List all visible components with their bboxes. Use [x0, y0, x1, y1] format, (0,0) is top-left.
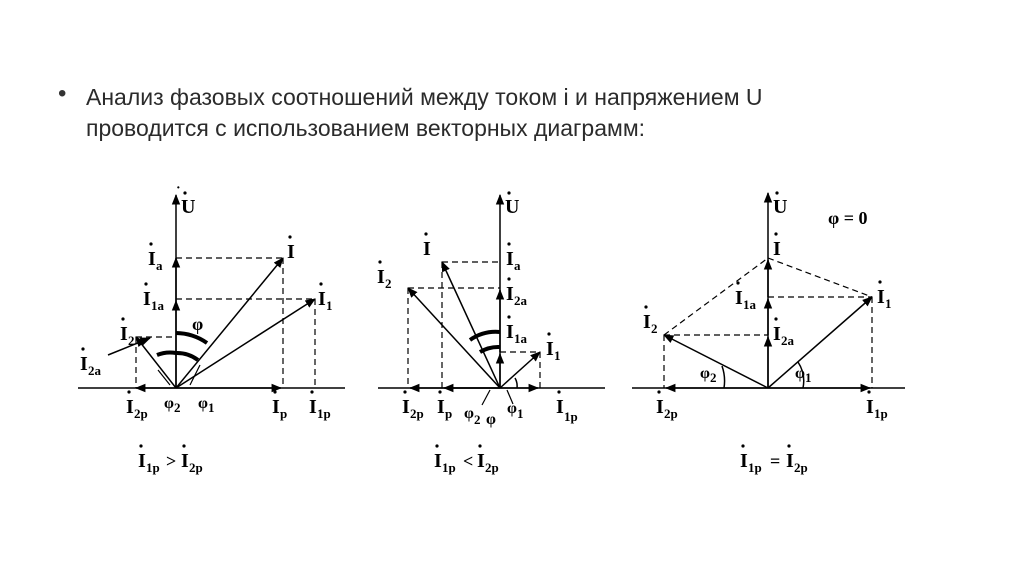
- svg-text:1: 1: [326, 298, 333, 313]
- bullet-dot: •: [58, 80, 67, 107]
- d1-label-i2p: I: [126, 396, 134, 418]
- svg-text:2: 2: [474, 412, 481, 427]
- svg-text:1: 1: [805, 370, 812, 385]
- svg-text:1p: 1p: [146, 460, 160, 475]
- svg-text:1a: 1a: [743, 297, 756, 312]
- d3-label-i2a: I: [773, 323, 781, 345]
- d2-label-i2: I: [377, 266, 385, 288]
- svg-text:1: 1: [554, 348, 561, 363]
- svg-text:2p: 2p: [134, 406, 148, 421]
- d2-label-phi1: φ: [507, 400, 517, 417]
- d3-label-phi2: φ: [700, 365, 710, 382]
- svg-text:1: 1: [208, 400, 215, 415]
- d2-label-ip: I: [437, 396, 445, 418]
- d3-label-phi-zero: φ = 0: [828, 208, 868, 228]
- d2-label-u: U: [505, 196, 520, 218]
- svg-text:2a: 2a: [514, 293, 527, 308]
- d1-label-ip: I: [272, 396, 280, 418]
- d2-label-i: I: [423, 238, 431, 260]
- svg-text:a: a: [514, 258, 521, 273]
- d2-label-i1a: I: [506, 321, 514, 343]
- d3-label-i1p: I: [866, 396, 874, 418]
- d1-label-i1p: I: [309, 396, 317, 418]
- svg-text:2a: 2a: [88, 363, 101, 378]
- svg-text:a: a: [156, 258, 163, 273]
- d1-label-i1: I: [318, 288, 326, 310]
- svg-text:2: 2: [651, 321, 658, 336]
- d1-vector-i2: [136, 337, 176, 388]
- d1-label-i: I: [287, 241, 295, 263]
- d1-label-i2a: I: [80, 353, 88, 375]
- d2-label-i2p: I: [402, 396, 410, 418]
- svg-text:1p: 1p: [442, 460, 456, 475]
- svg-text:I: I: [786, 450, 794, 472]
- d1-vector-i1: [176, 299, 315, 388]
- diagram-2: [378, 195, 605, 405]
- svg-text:1: 1: [517, 406, 524, 421]
- svg-text:I: I: [181, 450, 189, 472]
- bullet-line-2: проводится с использованием векторных диаграмм:: [86, 115, 646, 141]
- diagram-1: [78, 195, 345, 388]
- d2-label-phi2: φ: [464, 405, 474, 422]
- d1-label-i2: I: [120, 323, 128, 345]
- d2-label-phi: φ: [486, 411, 496, 428]
- d2-label-i1: I: [546, 338, 554, 360]
- d3-label-i1: I: [877, 286, 885, 308]
- d3-condition: I: [740, 450, 748, 472]
- svg-text:1p: 1p: [874, 406, 888, 421]
- d2-condition: I: [434, 450, 442, 472]
- svg-text:1p: 1p: [317, 406, 331, 421]
- d3-label-phi1: φ: [795, 365, 805, 382]
- d3-label-i2p: I: [656, 396, 664, 418]
- d3-label-i: I: [773, 238, 781, 260]
- d1-label-i1a: I: [143, 288, 151, 310]
- d1-label-phi1: φ: [198, 395, 208, 412]
- d1-label-phi2: φ: [164, 395, 174, 412]
- svg-text:2: 2: [128, 333, 135, 348]
- d2-vector-i1: [500, 352, 540, 388]
- svg-text:<: <: [463, 451, 474, 471]
- svg-text:I: I: [477, 450, 485, 472]
- svg-text:p: p: [445, 406, 453, 421]
- d2-vector-i: [442, 262, 500, 388]
- svg-text:2p: 2p: [410, 406, 424, 421]
- svg-text:2p: 2p: [664, 406, 678, 421]
- d1-label-u: U: [181, 196, 196, 218]
- bullet-line-1: Анализ фазовых соотношений между током i и напряжением U: [86, 84, 763, 110]
- svg-text:1a: 1a: [514, 331, 527, 346]
- d3-label-i1a: I: [735, 287, 743, 309]
- svg-text:2p: 2p: [794, 460, 808, 475]
- d2-vector-i2: [408, 288, 500, 388]
- svg-text:>: >: [166, 451, 177, 471]
- svg-text:·: ·: [176, 181, 181, 196]
- d1-condition: I: [138, 450, 146, 472]
- d2-label-i2a: I: [506, 283, 514, 305]
- d3-label-i2: I: [643, 311, 651, 333]
- svg-text:2: 2: [385, 276, 392, 291]
- diagram-1-labels: [80, 181, 333, 475]
- d2-label-i1p: I: [556, 396, 564, 418]
- svg-text:p: p: [280, 406, 288, 421]
- svg-text:1a: 1a: [151, 298, 164, 313]
- svg-text:1p: 1p: [748, 460, 762, 475]
- svg-text:=: =: [770, 451, 781, 471]
- svg-text:1: 1: [885, 296, 892, 311]
- d1-label-ia: I: [148, 248, 156, 270]
- svg-text:1p: 1p: [564, 409, 578, 424]
- svg-text:2a: 2a: [781, 333, 794, 348]
- d3-label-u: U: [773, 196, 788, 218]
- d2-label-ia: I: [506, 248, 514, 270]
- svg-text:2p: 2p: [189, 460, 203, 475]
- svg-text:2: 2: [174, 400, 181, 415]
- svg-text:2: 2: [710, 370, 717, 385]
- svg-text:2p: 2p: [485, 460, 499, 475]
- d1-label-phi: φ: [192, 314, 204, 334]
